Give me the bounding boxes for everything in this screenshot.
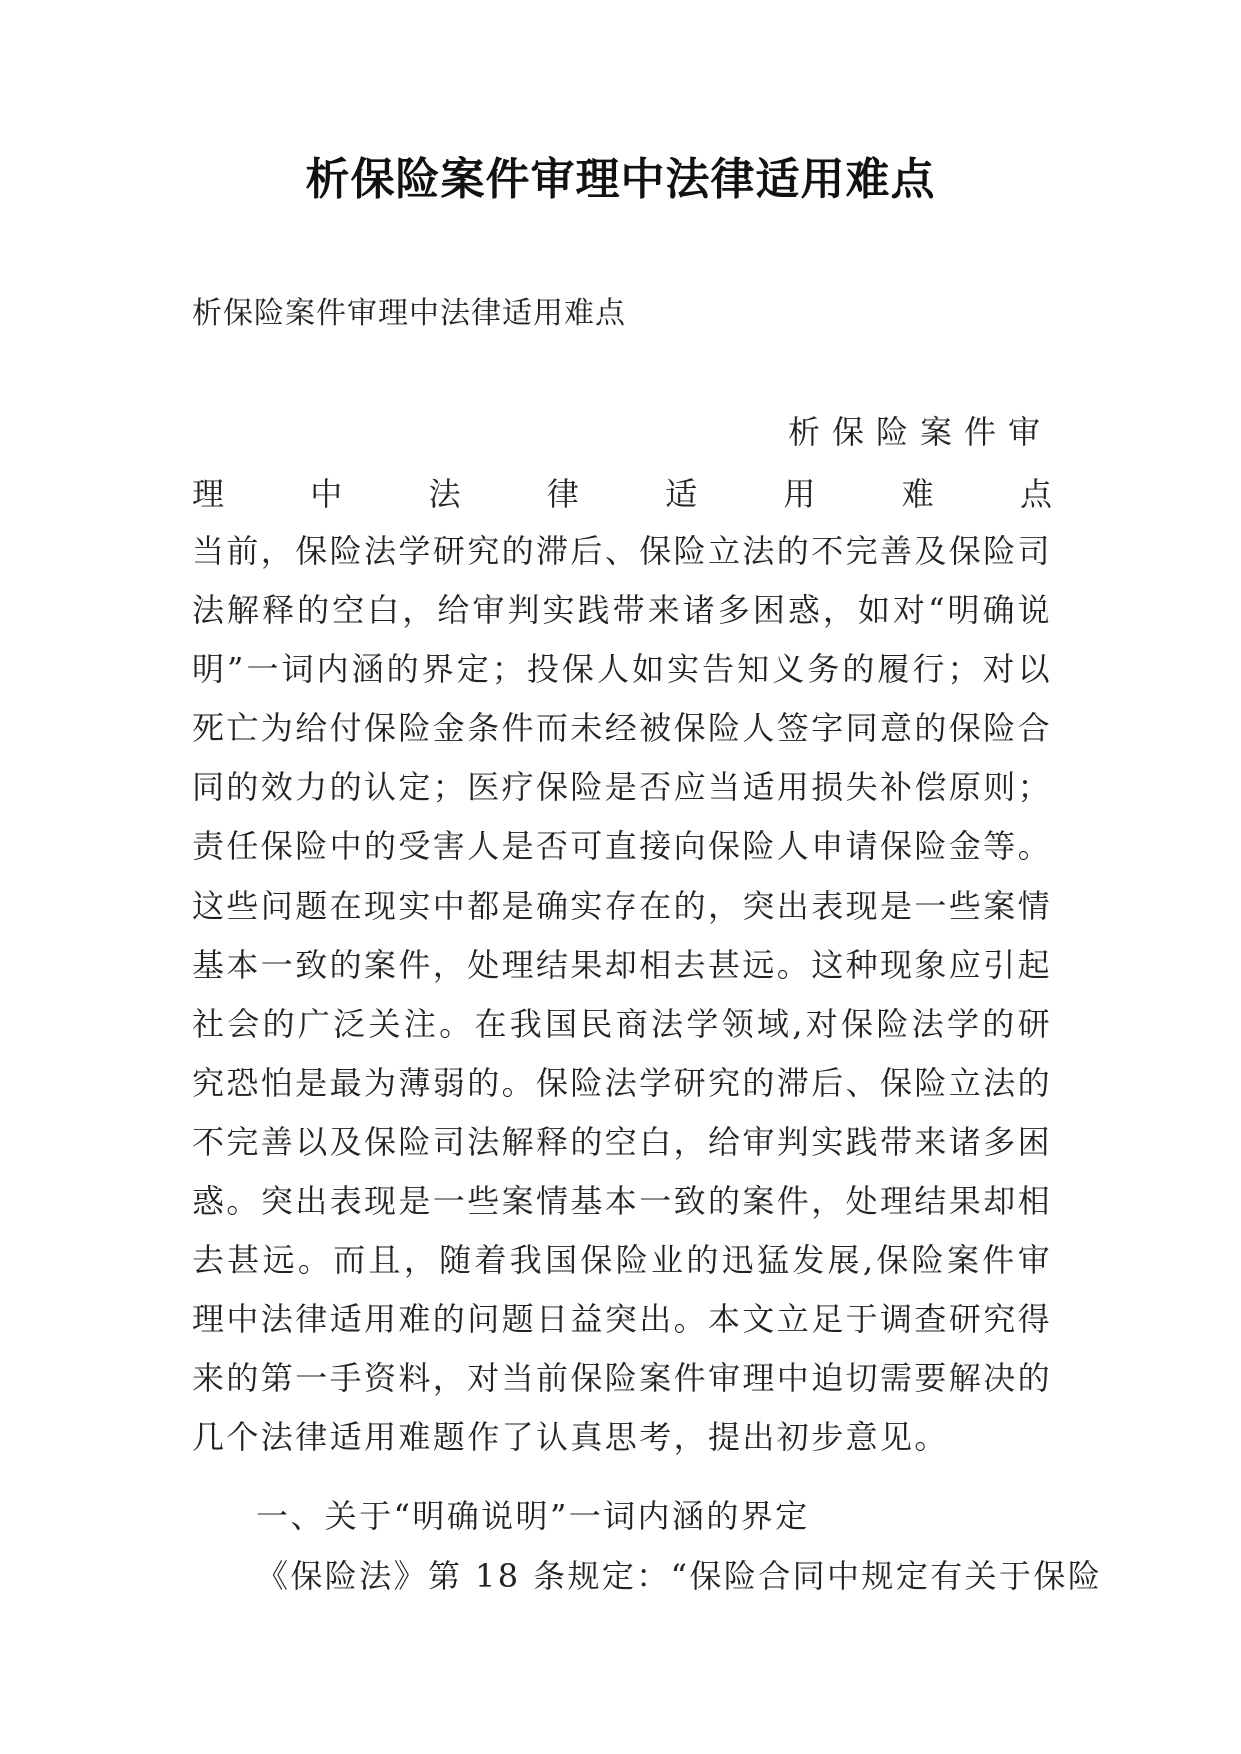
spread-char: 理 (192, 475, 225, 513)
spread-char: 法 (428, 475, 461, 513)
spread-char: 中 (310, 475, 343, 513)
paragraph-start: 《保险法》第 18 条规定：“保险合同中规定有关于保险 (256, 1557, 1103, 1595)
spread-char: 点 (1019, 475, 1052, 513)
spread-char: 适 (665, 475, 698, 513)
main-paragraph: 当前，保险法学研究的滞后、保险立法的不完善及保险司法解释的空白，给审判实践带来诸多困惑，如对“明确说明”一词内涵的界定；投保人如实告知义务的履行；对以死亡为给付保险金条件而未经被保险人签字同意的保险合同的效力的认定；医疗保险是否应当适用损失补偿原则；责任保险中的受害人是否可直接向保险人申请保险金等。这些问题在现实中都是确实存在的，突出表现是一些案情基本一致的案件，处理结果却相去甚远。这种现象应引起社会的广泛关注。在我国民商法学领域,对保险法学的研究恐怕是最为薄弱的。保险法学研究的滞后、保险立法的不完善以及保险司法解释的空白，给审判实践带来诸多困惑。突出表现是一些案情基本一致的案件，处理结果却相去甚远。而且，随着我国保险业的迅猛发展,保险案件审理中法律适用难的问题日益突出。本文立足于调查研究得来的第一手资料，对当前保险案件审理中迫切需要解决的几个法律适用难题作了认真思考，提出初步意见。 (192, 532, 1053, 1457)
document-title: 析保险案件审理中法律适用难点 (305, 154, 936, 205)
spread-char: 难 (901, 475, 934, 513)
heading-line-spread (192, 472, 1052, 516)
document-subtitle: 析保险案件审理中法律适用难点 (192, 296, 626, 331)
spread-char: 用 (783, 475, 816, 513)
spread-char: 律 (546, 475, 579, 513)
section-heading: 一、关于“明确说明”一词内涵的界定 (256, 1497, 810, 1535)
heading-line-right: 析保险案件审 (787, 413, 1052, 451)
